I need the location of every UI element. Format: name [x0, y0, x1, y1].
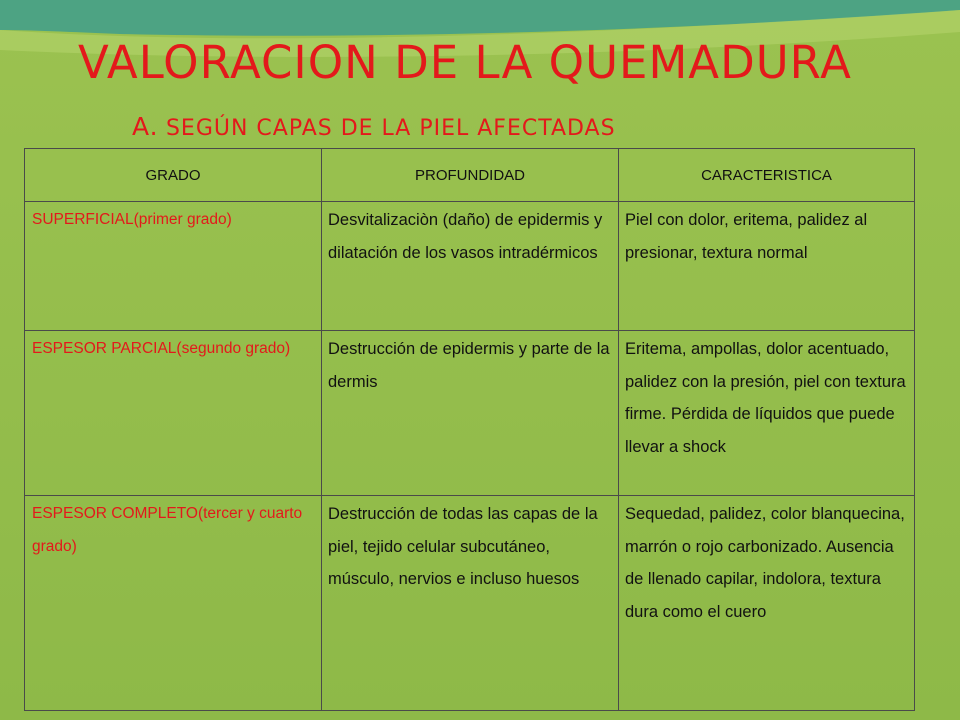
cell-caracteristica: Eritema, ampollas, dolor acentuado, palidez con la presión, piel con textura firme. Pérdida de líquidos que puede llevar a shock: [619, 331, 915, 496]
table-row: [25, 202, 915, 331]
cell-caracteristica: Sequedad, palidez, color blanquecina, marrón o rojo carbonizado. Ausencia de llenado capilar, indolora, textura dura como el cuero: [619, 496, 915, 711]
header-caracteristica: CARACTERISTICA: [619, 149, 915, 202]
table-row: [25, 496, 915, 711]
slide-title: VALORACION DE LA QUEMADURA: [78, 36, 852, 89]
cell-grado: SUPERFICIAL(primer grado): [25, 202, 322, 331]
table-header-row: [25, 149, 915, 202]
cell-caracteristica: Piel con dolor, eritema, palidez al presionar, textura normal: [619, 202, 915, 331]
subtitle-text: SEGÚN CAPAS DE LA PIEL AFECTADAS: [165, 116, 616, 141]
cell-grado: ESPESOR COMPLETO(tercer y cuarto grado): [25, 496, 322, 711]
cell-profundidad: Destrucción de todas las capas de la piel, tejido celular subcutáneo, músculo, nervios e incluso huesos: [322, 496, 619, 711]
slide-subtitle: [132, 112, 616, 141]
table-row: [25, 331, 915, 496]
header-profundidad: PROFUNDIDAD: [322, 149, 619, 202]
header-grado: GRADO: [25, 149, 322, 202]
cell-profundidad: Desvitalizaciòn (daño) de epidermis y dilatación de los vasos intradérmicos: [322, 202, 619, 331]
cell-grado: ESPESOR PARCIAL(segundo grado): [25, 331, 322, 496]
cell-profundidad: Destrucción de epidermis y parte de la dermis: [322, 331, 619, 496]
subtitle-letter: A.: [132, 112, 159, 141]
burn-classification-table: [24, 148, 915, 711]
